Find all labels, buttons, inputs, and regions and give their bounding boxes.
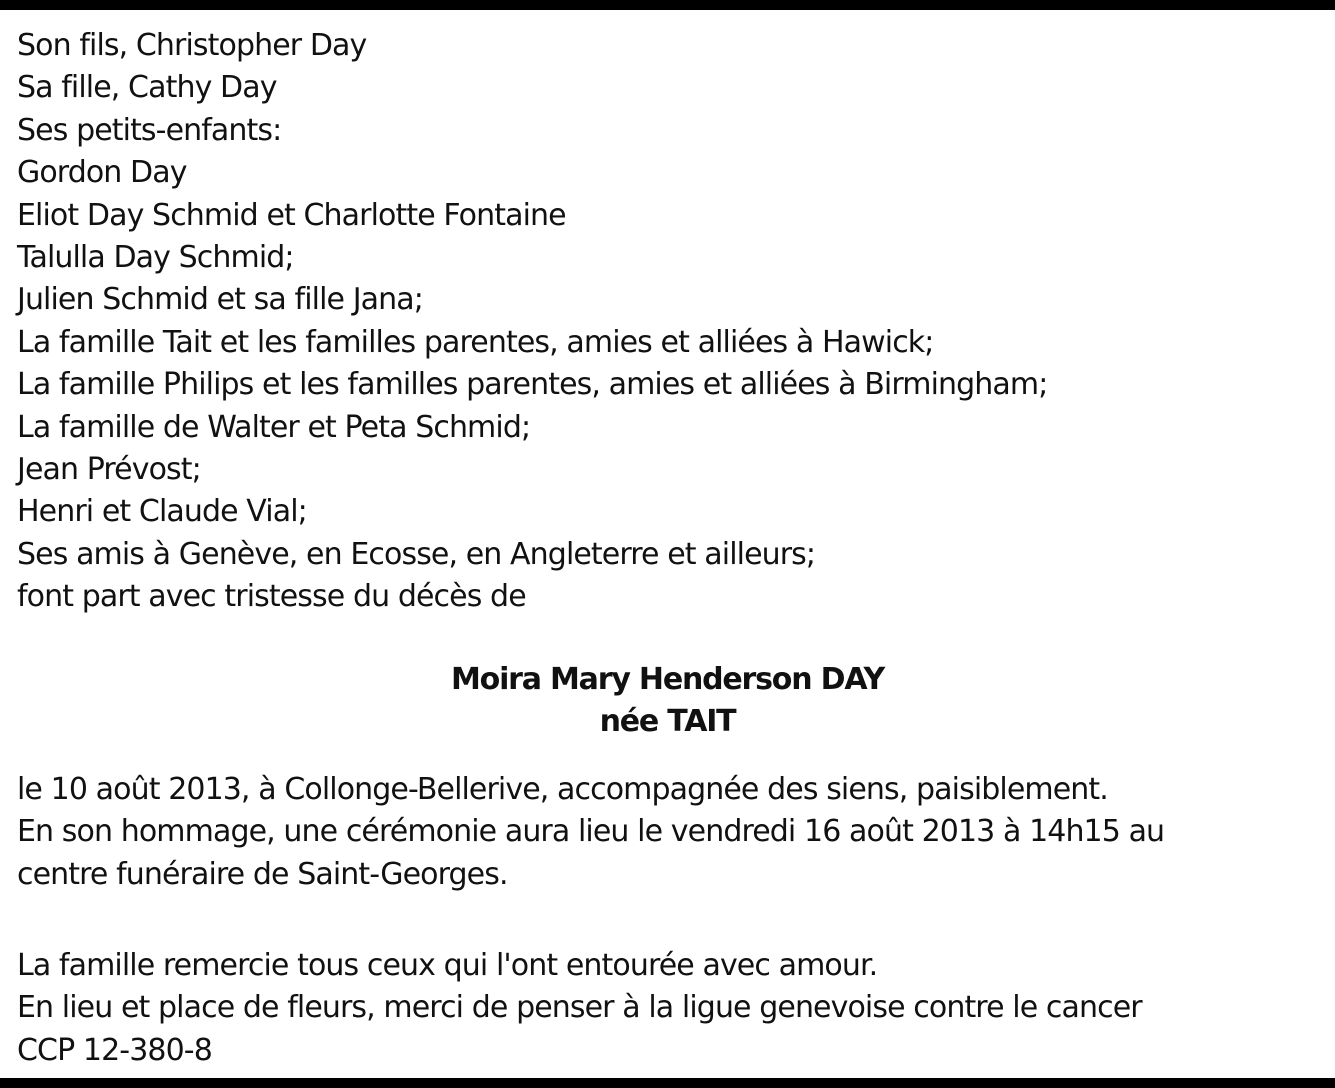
- family-line: La famille Tait et les familles parentes, amies et alliées à Hawick;: [17, 324, 934, 360]
- family-line: Talulla Day Schmid;: [17, 239, 294, 275]
- family-announcement: [17, 25, 1317, 618]
- family-line: Ses amis à Genève, en Ecosse, en Angleterre et ailleurs;: [17, 536, 816, 572]
- thanks-line: En lieu et place de fleurs, merci de penser à la ligue genevoise contre le cancer: [17, 990, 1142, 1026]
- family-line: Julien Schmid et sa fille Jana;: [17, 282, 423, 318]
- details-line: centre funéraire de Saint-Georges.: [17, 856, 508, 892]
- donation-account: CCP 12-380-8: [17, 1032, 212, 1068]
- family-line: Eliot Day Schmid et Charlotte Fontaine: [17, 197, 566, 233]
- deceased-name: Moira Mary Henderson DAY: [451, 662, 884, 697]
- bottom-border-rule: [0, 1078, 1335, 1088]
- family-line: Sa fille, Cathy Day: [17, 70, 277, 106]
- details-line: En son hommage, une cérémonie aura lieu le vendredi 16 août 2013 à 14h15 au: [17, 814, 1165, 850]
- deceased-birth-name: née TAIT: [599, 704, 736, 739]
- family-line: font part avec tristesse du décès de: [17, 579, 526, 615]
- family-line: La famille de Walter et Peta Schmid;: [17, 409, 531, 445]
- family-line: Gordon Day: [17, 155, 187, 191]
- top-border-rule: [0, 0, 1335, 10]
- ceremony-details: [17, 769, 1317, 896]
- family-line: Son fils, Christopher Day: [17, 28, 367, 63]
- family-line: La famille Philips et les familles parentes, amies et alliées à Birmingham;: [17, 367, 1048, 403]
- details-line: le 10 août 2013, à Collonge-Bellerive, accompagnée des siens, paisiblement.: [17, 772, 1108, 807]
- deceased-name-block: [0, 659, 1335, 743]
- thanks-and-donation: [17, 945, 1317, 1072]
- thanks-line: La famille remercie tous ceux qui l'ont entourée avec amour.: [17, 948, 878, 983]
- family-line: Ses petits-enfants:: [17, 112, 282, 148]
- family-line: Henri et Claude Vial;: [17, 494, 307, 530]
- family-line: Jean Prévost;: [17, 451, 201, 487]
